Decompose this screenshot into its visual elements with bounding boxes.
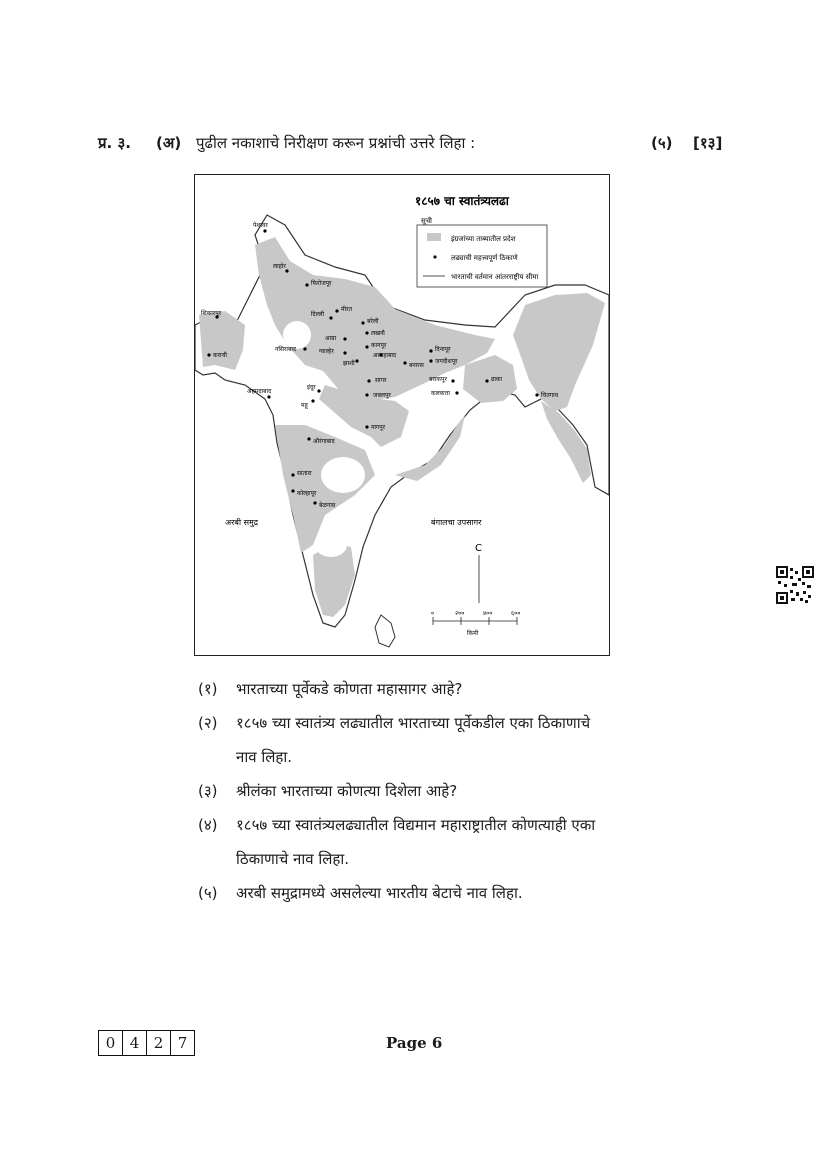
place-label: पेशावर (253, 222, 268, 229)
map-legend (417, 216, 547, 287)
place-dot (365, 393, 368, 396)
place-label: लाहोर (273, 263, 286, 270)
map-figure (194, 174, 610, 656)
sub-question-number: (३) (198, 782, 218, 800)
place-dot (311, 399, 314, 402)
place-label: कराची (213, 352, 227, 359)
place-dot (291, 473, 294, 476)
question-part: (अ) (156, 134, 182, 152)
place-label: नसिराबाद (275, 346, 297, 353)
sub-question-number: (४) (198, 816, 218, 834)
place-dot (317, 389, 320, 392)
sea-label-arabian: अरबी समुद्र (225, 518, 259, 527)
place-dot (365, 425, 368, 428)
place-dot (451, 379, 454, 382)
place-label: बेळगाव (319, 502, 336, 509)
place-label: जबलपूर (373, 392, 391, 399)
scale-bar (431, 610, 520, 637)
place-label: औरंगाबाद (313, 438, 335, 445)
legend-item-place: लढ्याची महत्त्वपूर्ण ठिकाणे (451, 254, 518, 262)
place-dot (535, 393, 538, 396)
place-label: ग्वाल्हेर (319, 348, 334, 355)
scale-unit: किमी (467, 630, 479, 637)
sub-questions (198, 672, 658, 910)
sub-question-text: १८५७ च्या स्वातंत्र्यलढ्यातील विद्यमान महाराष्ट्रातील कोणत्याही एका (236, 816, 596, 834)
scale-label: २०० (455, 610, 465, 617)
place-label: लखनौ (371, 330, 385, 337)
place-dot (429, 349, 432, 352)
place-label: नागपूर (371, 424, 386, 431)
place-label: चितगाव (541, 392, 559, 399)
place-dot (307, 437, 310, 440)
place-dot (361, 321, 364, 324)
place-label: जगदीशपूर (435, 358, 458, 365)
place-dot (355, 359, 358, 362)
place-label: ढाका (491, 376, 503, 383)
scale-label: ६०० (511, 610, 521, 617)
place-label: फिरोजपूर (311, 280, 332, 287)
map-title: १८५७ चा स्वातंत्र्यलढा (415, 194, 509, 208)
place-dot (365, 345, 368, 348)
sub-question-2 (198, 706, 658, 740)
place-label: कानपूर (371, 342, 387, 349)
code-digit: 4 (123, 1031, 147, 1055)
legend-item-border: भारताची वर्तमान आंतरराष्ट्रीय सीमा (451, 273, 539, 281)
sub-question-number: (२) (198, 714, 218, 732)
qr-code-icon (776, 566, 814, 604)
place-label: कोल्हापूर (297, 490, 317, 497)
place-label: बराकपूर (429, 376, 447, 383)
place-label: बरेली (367, 318, 379, 325)
place-label: झाशी (343, 360, 355, 367)
scale-label: ० (431, 610, 435, 617)
place-dot (267, 395, 270, 398)
sub-question-text: श्रीलंका भारताच्या कोणत्या दिशेला आहे? (236, 782, 458, 800)
place-dot (403, 361, 406, 364)
place-dot (305, 283, 308, 286)
place-dot (343, 337, 346, 340)
place-dot (429, 359, 432, 362)
sub-question-3 (198, 774, 658, 808)
code-digit: 7 (177, 1034, 188, 1052)
question-marks: (५) (651, 134, 673, 152)
legend-item-british: इंग्रजांच्या ताब्यातील प्रदेश (451, 235, 516, 243)
sub-question-1 (198, 672, 658, 706)
page-number: Page 6 (386, 1034, 443, 1052)
place-label: कलकत्ता (431, 390, 450, 397)
place-label: दिनापूर (435, 346, 451, 353)
india-map (195, 175, 609, 655)
sub-question-text-cont: नाव लिहा. (236, 748, 292, 766)
place-label: बनारस (409, 362, 424, 369)
place-dot (485, 379, 488, 382)
question-total-marks: [१३] (693, 134, 723, 152)
place-dot (455, 391, 458, 394)
place-dot (285, 269, 288, 272)
north-marker: C (475, 543, 482, 554)
scale-label: ४०० (483, 610, 493, 617)
place-dot (303, 347, 306, 350)
place-label: दिल्ली (311, 311, 325, 318)
legend-swatch-british (427, 233, 441, 241)
sri-lanka-outline (375, 615, 395, 647)
place-dot (263, 229, 266, 232)
place-dot (343, 351, 346, 354)
place-dot (365, 331, 368, 334)
question-number: प्र. ३. (98, 134, 131, 152)
place-dot (329, 316, 332, 319)
legend-title: सूची (421, 217, 432, 225)
sub-question-5 (198, 876, 658, 910)
sub-question-4 (198, 808, 658, 842)
code-digit: 0 (99, 1031, 123, 1055)
place-dot (313, 501, 316, 504)
sub-question-text: १८५७ च्या स्वातंत्र्य लढ्यातील भारताच्या पूर्वेकडील एका ठिकाणाचे (236, 714, 591, 732)
princely-state-mysore (315, 533, 347, 557)
princely-state-rajputana (283, 321, 311, 349)
question-instruction: पुढील नकाशाचे निरीक्षण करून प्रश्नांची उत्तरे लिहा : (196, 134, 476, 152)
sub-question-number: (५) (198, 884, 218, 902)
sub-question-text-cont: ठिकाणाचे नाव लिहा. (236, 850, 350, 868)
place-label: अलाहाबाद (373, 352, 397, 359)
question-paper-code (98, 1030, 195, 1056)
place-label: अहमदाबाद (247, 388, 272, 395)
sea-label-bay: बंगालचा उपसागर (431, 518, 482, 527)
place-label: इंदूर (307, 384, 316, 391)
code-digit: 2 (147, 1031, 171, 1055)
place-label: आग्रा (325, 335, 337, 342)
sub-question-text: अरबी समुद्रामध्ये असलेल्या भारतीय बेटाचे नाव लिहा. (236, 884, 523, 902)
place-dot (291, 489, 294, 492)
legend-swatch-place (433, 255, 436, 258)
sub-question-text: भारताच्या पूर्वेकडे कोणता महासागर आहे? (236, 680, 463, 698)
place-dot (335, 309, 338, 312)
place-label: शिकारपूर (201, 310, 222, 317)
place-dot (367, 379, 370, 382)
sub-question-number: (१) (198, 680, 218, 698)
place-dot (207, 353, 210, 356)
place-label: सातारा (297, 470, 312, 477)
place-label: सागर (375, 377, 387, 384)
place-label: मीरत (341, 306, 353, 313)
princely-state-hyderabad (321, 457, 365, 493)
place-label: महू (301, 402, 308, 409)
